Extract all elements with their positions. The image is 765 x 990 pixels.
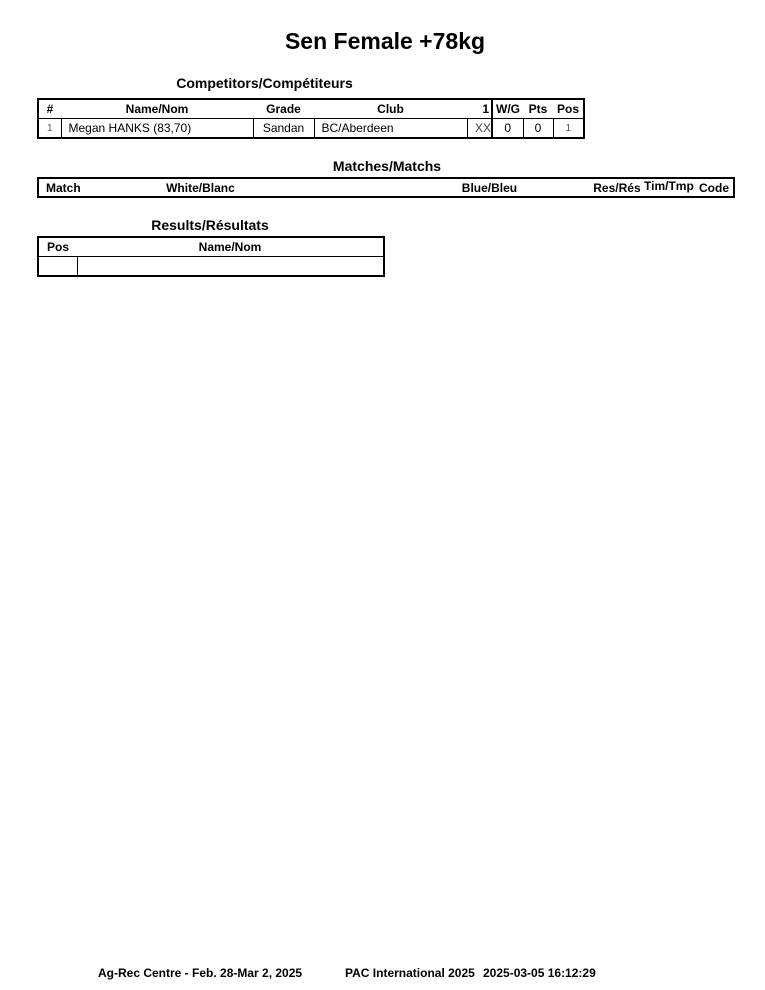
col-header-name: Name/Nom — [61, 99, 253, 119]
col-header-round-1: 1 — [467, 99, 492, 119]
footer-timestamp: 2025-03-05 16:12:29 — [483, 966, 596, 980]
competitor-club: BC/Aberdeen — [314, 119, 467, 139]
footer-event: PAC International 2025 — [345, 966, 475, 980]
col-header-res: Res/Rés — [593, 180, 641, 195]
competitors-header-row — [38, 99, 584, 119]
result-name-cell — [77, 257, 384, 277]
col-header-wg: W/G — [492, 99, 523, 119]
competitor-wg: 0 — [492, 119, 523, 139]
col-header-match: Match — [46, 180, 81, 195]
matches-table — [37, 177, 735, 198]
col-header-code: Code — [699, 180, 729, 195]
competitors-heading: Competitors/Compétiteurs — [176, 75, 353, 91]
col-header-pts: Pts — [523, 99, 553, 119]
result-pos-cell — [38, 257, 77, 277]
col-header-num: # — [38, 99, 61, 119]
competitor-num: 1 — [46, 122, 53, 134]
col-header-result-pos: Pos — [38, 237, 77, 257]
col-header-pos: Pos — [553, 99, 584, 119]
results-heading: Results/Résultats — [151, 217, 269, 233]
competitor-name: Megan HANKS (83,70) — [61, 119, 253, 139]
page-title: Sen Female +78kg — [284, 28, 486, 54]
competitor-pts: 0 — [523, 119, 553, 139]
col-header-white: White/Blanc — [166, 180, 235, 195]
competitor-round-1: XX — [467, 119, 492, 139]
col-header-club: Club — [314, 99, 467, 119]
footer-venue: Ag-Rec Centre - Feb. 28-Mar 2, 2025 — [98, 966, 303, 980]
competitor-grade: Sandan — [253, 119, 314, 139]
col-header-time: Tim/Tmp — [644, 179, 694, 193]
table-row — [38, 119, 584, 139]
col-header-result-name: Name/Nom — [77, 237, 384, 257]
col-header-grade: Grade — [253, 99, 314, 119]
table-row — [38, 257, 384, 277]
matches-heading: Matches/Matchs — [332, 158, 442, 174]
results-table — [37, 236, 385, 277]
results-header-row — [38, 237, 384, 257]
matches-header-row — [38, 178, 734, 197]
competitor-pos: 1 — [553, 119, 584, 139]
competitors-table — [37, 98, 585, 139]
col-header-blue: Blue/Bleu — [461, 180, 518, 195]
